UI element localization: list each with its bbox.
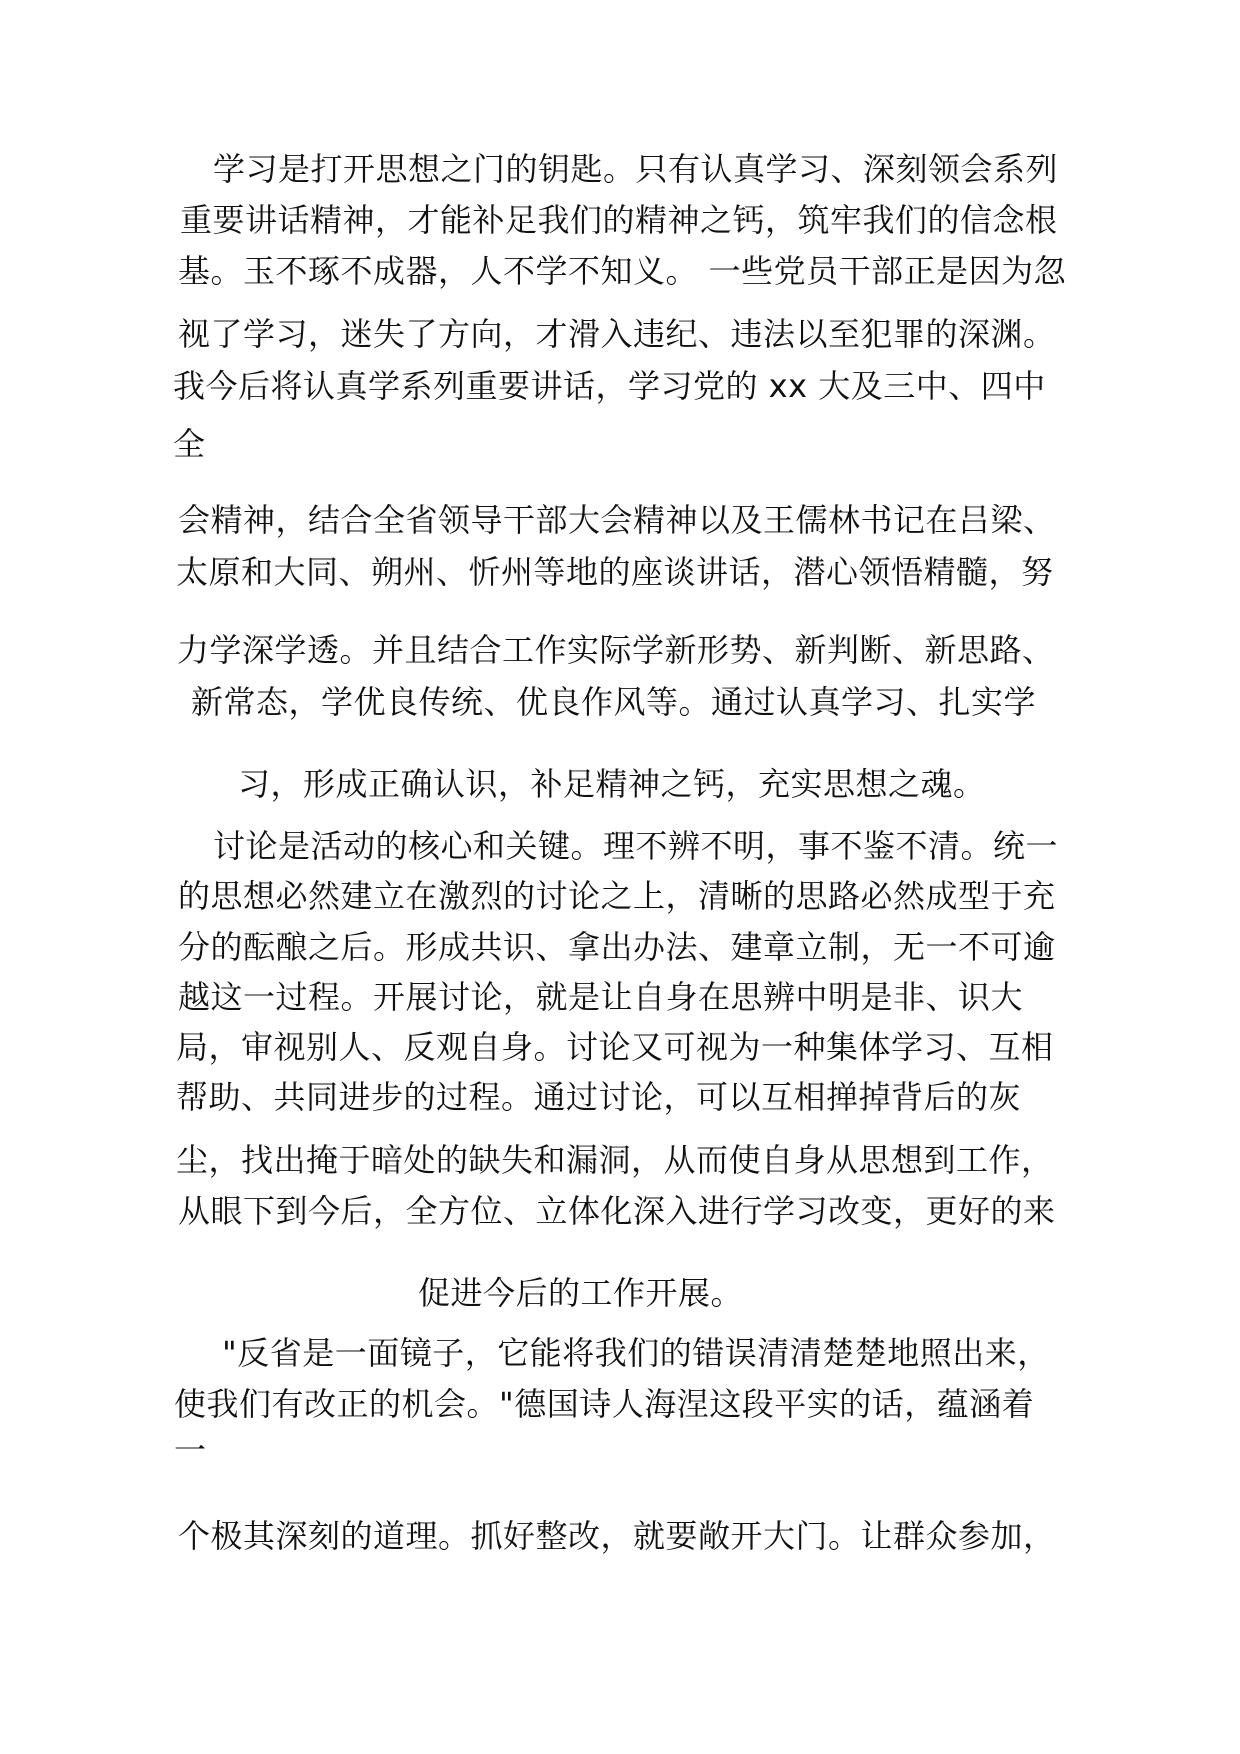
- text-line: 局，审视别人、反观自身。讨论又可视为一种集体学习、互相: [176, 1028, 1054, 1066]
- text-line: 尘，找出掩于暗处的缺失和漏洞，从而使自身从思想到工作，: [176, 1141, 1054, 1179]
- text-line: 全: [173, 425, 206, 463]
- text-line: 我今后将认真学系列重要讲话，学习党的 xx 大及三中、四中: [173, 367, 1046, 405]
- text-line: 会精神，结合全省领导干部大会精神以及王儒林书记在吕梁、: [178, 501, 1056, 539]
- text-line: 的思想必然建立在激烈的讨论之上，清晰的思路必然成型于充: [178, 877, 1056, 915]
- text-line: 使我们有改正的机会。"德国诗人海涅这段平实的话，蕴涵着: [174, 1385, 1035, 1423]
- text-line: 太原和大同、朔州、忻州等地的座谈讲话，潜心领悟精髓，努: [176, 553, 1054, 591]
- text-line: 一: [174, 1431, 207, 1469]
- text-line: 个极其深刻的道理。抓好整改，就要敞开大门。让群众参加，: [178, 1517, 1056, 1555]
- text-line: 讨论是活动的核心和关键。理不辨不明，事不鉴不清。统一: [213, 827, 1059, 865]
- text-line: 视了学习，迷失了方向，才滑入违纪、违法以至犯罪的深渊。: [178, 315, 1056, 353]
- text-line: "反省是一面镜子，它能将我们的错误清清楚楚地照出来，: [222, 1334, 1050, 1372]
- text-line: 帮助、共同进步的过程。通过讨论，可以互相掸掉背后的灰: [176, 1078, 1022, 1116]
- text-line: 重要讲话精神，才能补足我们的精神之钙，筑牢我们的信念根: [180, 201, 1058, 239]
- text-line: 基。玉不琢不成器，人不学不知义。 一些党员干部正是因为忽: [178, 252, 1067, 290]
- text-line: 学习是打开思想之门的钥匙。只有认真学习、深刻领会系列: [213, 150, 1059, 188]
- text-line: 越这一过程。开展讨论，就是让自身在思辨中明是非、识大: [178, 978, 1024, 1016]
- text-line: 分的酝酿之后。形成共识、拿出办法、建章立制，无一不可逾: [178, 928, 1056, 966]
- text-line: 促进今后的工作开展。: [418, 1274, 744, 1312]
- text-line: 力学深学透。并且结合工作实际学新形势、新判断、新思路、: [177, 631, 1055, 669]
- text-line: 从眼下到今后，全方位、立体化深入进行学习改变，更好的来: [178, 1192, 1056, 1230]
- text-line: 习，形成正确认识，补足精神之钙，充实思想之魂。: [238, 765, 986, 803]
- text-line: 新常态，学优良传统、优良作风等。通过认真学习、扎实学: [191, 683, 1037, 721]
